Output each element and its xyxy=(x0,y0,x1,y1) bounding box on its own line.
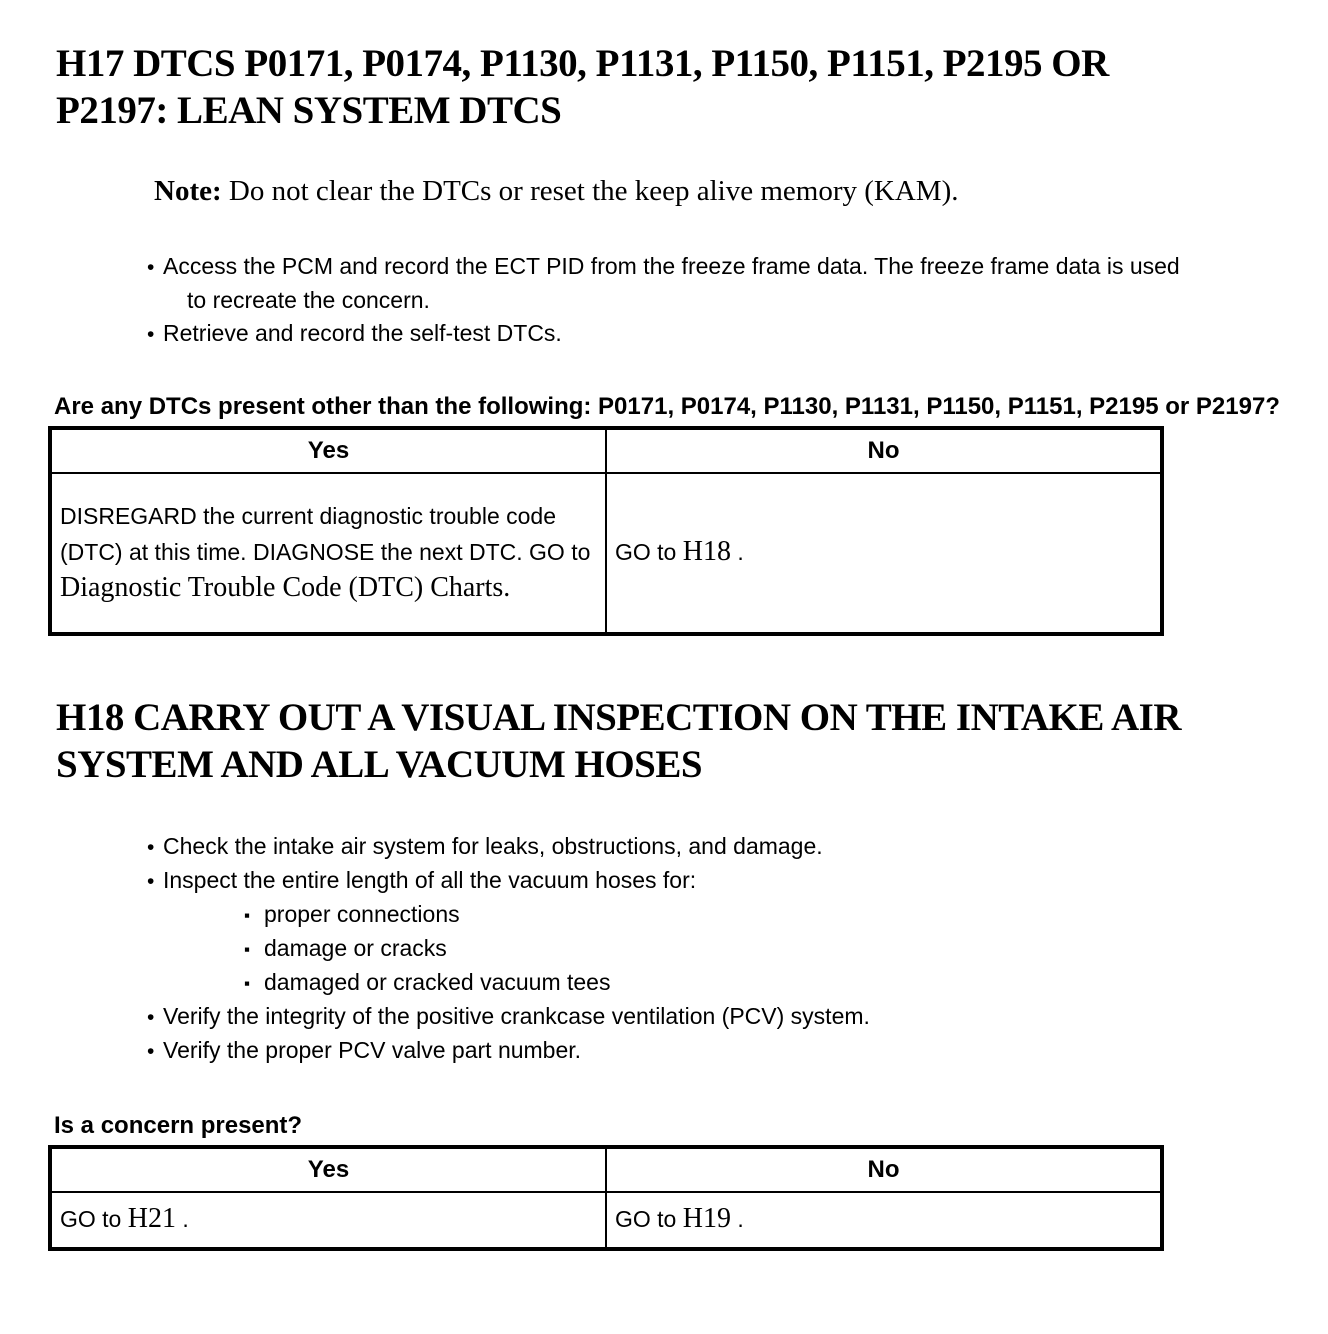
no-action-suffix: . xyxy=(730,1206,744,1232)
yes-column-header: Yes xyxy=(50,1147,606,1192)
yes-action-cell xyxy=(50,473,606,634)
list-item-text: Check the intake air system for leaks, obstructions, and damage. xyxy=(163,833,823,859)
table-row xyxy=(50,1192,1162,1249)
square-bullet-icon: ▪ xyxy=(244,906,251,925)
sub-list-item-text: damaged or cracked vacuum tees xyxy=(264,969,611,995)
table-row xyxy=(50,473,1162,634)
no-action-cell xyxy=(606,473,1162,634)
h18-decision-table xyxy=(48,1145,1164,1251)
h18-section-heading xyxy=(56,694,1284,788)
h17-decision-question: Are any DTCs present other than the following: P0171, P0174, P1130, P1131, P1150, P1151, P2195 or P2197? xyxy=(54,393,1280,420)
list-item xyxy=(147,864,1202,1000)
yes-action-text: DISREGARD the current diagnostic trouble code (DTC) at this time. DIAGNOSE the next DTC. GO to xyxy=(60,503,591,565)
list-item xyxy=(147,1000,1202,1034)
sub-list-item-text: damage or cracks xyxy=(264,935,447,961)
table-header-row xyxy=(50,428,1162,473)
vacuum-hose-sublist xyxy=(244,898,1202,1000)
list-item xyxy=(147,250,1202,317)
bullet-icon: • xyxy=(147,1006,155,1029)
list-item-text: Inspect the entire length of all the vacuum hoses for: xyxy=(163,867,697,893)
yes-column-header: Yes xyxy=(50,428,606,473)
h18-decision-question: Is a concern present? xyxy=(54,1112,303,1139)
no-action-text: GO to xyxy=(615,1206,683,1232)
yes-action-cell xyxy=(50,1192,606,1249)
h19-link[interactable]: H19 xyxy=(682,1203,731,1234)
list-item xyxy=(147,317,1202,351)
h17-section-heading xyxy=(56,40,1284,134)
bullet-icon: • xyxy=(147,256,155,279)
list-item-text: Verify the integrity of the positive crankcase ventilation (PCV) system. xyxy=(163,1003,870,1029)
h17-step-list xyxy=(147,250,1202,351)
no-action-text: GO to xyxy=(615,539,683,565)
sub-list-item xyxy=(244,932,1202,966)
h18-link[interactable]: H18 xyxy=(682,536,731,567)
square-bullet-icon: ▪ xyxy=(244,940,251,959)
h17-heading-line1: H17 DTCS P0171, P0174, P1130, P1131, P1150, P1151, P2195 OR xyxy=(56,42,1109,85)
h18-step-list xyxy=(147,830,1202,1068)
list-item-text: Verify the proper PCV valve part number. xyxy=(163,1037,582,1063)
sub-list-item xyxy=(244,898,1202,932)
list-item-text: Retrieve and record the self-test DTCs. xyxy=(163,320,562,346)
h18-heading-line2: SYSTEM AND ALL VACUUM HOSES xyxy=(56,743,703,786)
section-divider-gap xyxy=(48,636,1284,694)
no-action-cell xyxy=(606,1192,1162,1249)
h17-heading-line2: P2197: LEAN SYSTEM DTCS xyxy=(56,89,562,132)
note-text: Do not clear the DTCs or reset the keep alive memory (KAM). xyxy=(221,175,959,207)
yes-action-text: GO to xyxy=(60,1206,128,1232)
bullet-icon: • xyxy=(147,836,155,859)
bullet-icon: • xyxy=(147,323,155,346)
list-item-text: Access the PCM and record the ECT PID from the freeze frame data. The freeze frame data is used to recreate the concern. xyxy=(163,253,1180,313)
h17-decision-table xyxy=(48,426,1164,636)
dtc-charts-link[interactable]: Diagnostic Trouble Code (DTC) Charts. xyxy=(60,572,511,603)
bullet-icon: • xyxy=(147,1040,155,1063)
square-bullet-icon: ▪ xyxy=(244,974,251,993)
note xyxy=(154,174,1284,208)
no-action-suffix: . xyxy=(730,539,744,565)
bullet-icon: • xyxy=(147,870,155,893)
sub-list-item-text: proper connections xyxy=(264,901,460,927)
yes-action-suffix: . xyxy=(175,1206,189,1232)
table-header-row xyxy=(50,1147,1162,1192)
no-column-header: No xyxy=(606,1147,1162,1192)
h21-link[interactable]: H21 xyxy=(127,1203,176,1234)
note-label: Note: xyxy=(154,175,222,207)
list-item xyxy=(147,1034,1202,1068)
no-column-header: No xyxy=(606,428,1162,473)
sub-list-item xyxy=(244,966,1202,1000)
list-item xyxy=(147,830,1202,864)
h18-heading-line1: H18 CARRY OUT A VISUAL INSPECTION ON THE INTAKE AIR xyxy=(56,696,1181,739)
